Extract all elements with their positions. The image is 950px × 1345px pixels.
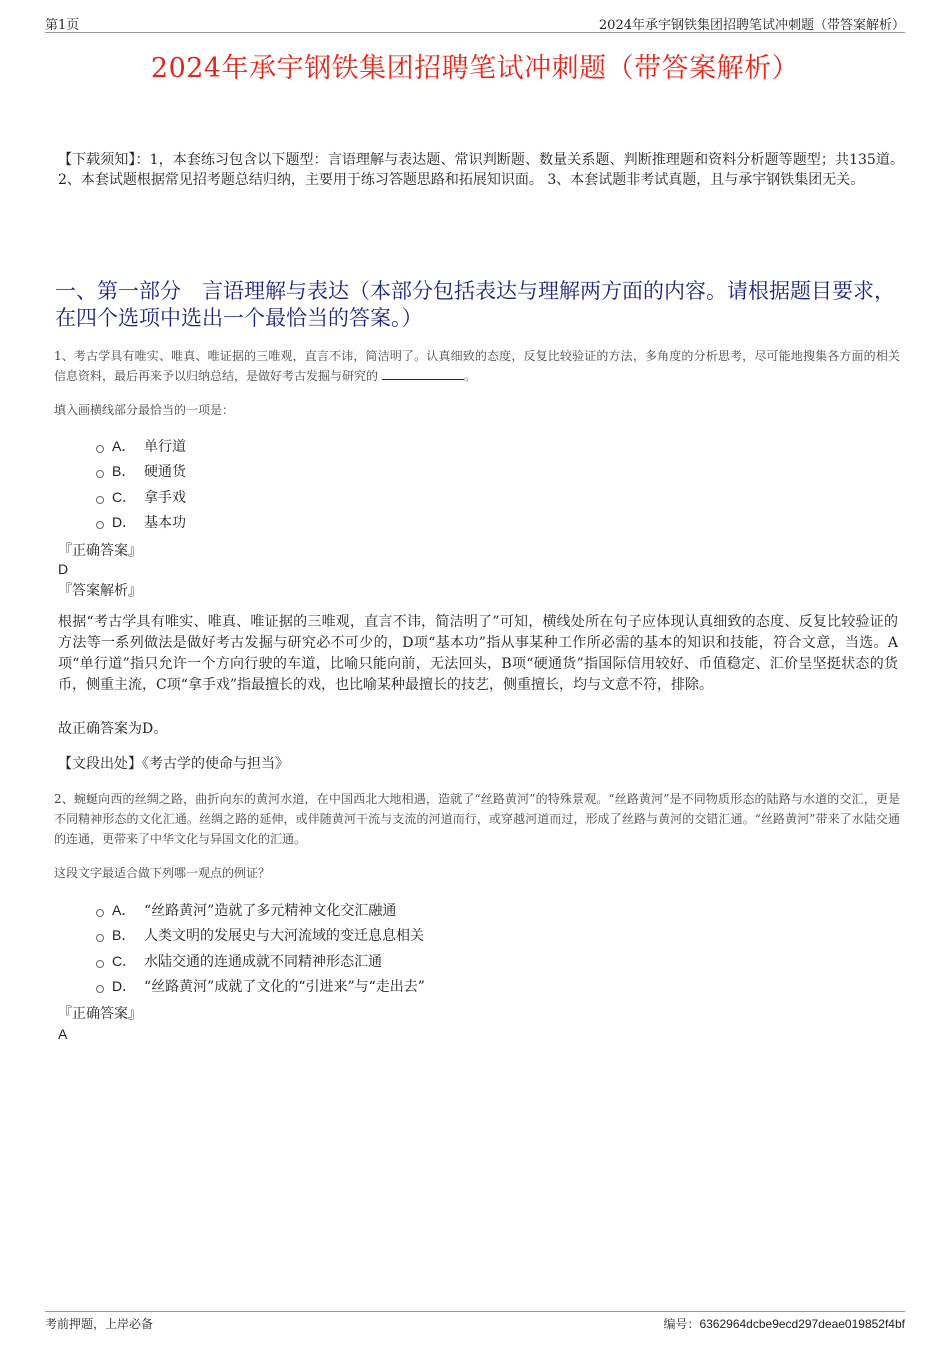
download-notice: 【下载须知】：1，本套练习包含以下题型：言语理解与表达题、常识判断题、数量关系题、判断推理题和资料分析题等题型；共135道。 2、本套试题根据常见招考题总结归纳，主要用于练习答题思路和拓展知识面。 3、本套试题非考试真题，且与承宇钢铁集团无关。 xyxy=(58,152,904,188)
correct-answer: A xyxy=(58,1026,68,1042)
option-a[interactable] xyxy=(96,897,425,923)
option-text: 人类文明的发展史与大河流域的变迁息息相关 xyxy=(144,928,424,945)
question-1-prompt: 填入画横线部分最恰当的一项是： xyxy=(54,403,235,417)
header-divider xyxy=(45,32,905,33)
radio-icon[interactable] xyxy=(96,960,104,968)
answer-analysis: 根据“考古学具有唯实、唯真、唯证据的三唯观，直言不讳，简洁明了”可知，横线处所在句子应体现认真细致的态度、反复比较验证的方法等一系列做法是做好考古发掘与研究必不可少的，D项“基本功”指从事某种工作所必需的基本的知识和技能，符合文意，当选。A项“单行道”指只允许一个方向行驶的车道，比喻只能向前，无法回头，B项“硬通货”指国际信用较好、币值稳定、汇价呈坚挺状态的货币，侧重主流，C项“拿手戏”指最擅长的戏，也比喻某种最擅长的技艺，侧重擅长，均与文意不符，排除。 xyxy=(58,614,898,693)
page-number: 第1页 xyxy=(45,18,80,33)
question-2-options xyxy=(96,897,425,999)
radio-icon[interactable] xyxy=(96,496,104,504)
option-text: “丝路黄河”造就了多元精神文化交汇融通 xyxy=(144,902,397,919)
radio-icon[interactable] xyxy=(96,445,104,453)
radio-icon[interactable] xyxy=(96,985,104,993)
fill-blank xyxy=(382,367,464,380)
source-citation: 【文段出处】《考古学的使命与担当》 xyxy=(58,756,289,772)
question-1-stem-text: 1、考古学具有唯实、唯真、唯证据的三唯观，直言不讳，简洁明了。认真细致的态度，反复比较验证的方法，多角度的分析思考，尽可能地搜集各方面的相关信息资料，最后再来予以归纳总结，是做好考古发掘与研究的 xyxy=(54,349,900,383)
radio-icon[interactable] xyxy=(96,934,104,942)
option-c[interactable] xyxy=(96,948,425,974)
option-letter: C． xyxy=(112,488,137,505)
analysis-label: 『答案解析』 xyxy=(58,583,142,599)
option-text: 基本功 xyxy=(144,515,186,532)
page-title: 2024年承宇钢铁集团招聘笔试冲刺题（带答案解析） xyxy=(150,53,800,84)
header-doc-title: 2024年承宇钢铁集团招聘笔试冲刺题（带答案解析） xyxy=(598,18,905,33)
question-1-stem xyxy=(54,346,900,386)
correct-answer: D xyxy=(58,561,69,577)
option-text: 硬通货 xyxy=(144,464,186,481)
option-b[interactable] xyxy=(96,923,425,949)
footer-slogan: 考前押题，上岸必备 xyxy=(45,1317,154,1331)
option-text: 单行道 xyxy=(144,438,186,455)
radio-icon[interactable] xyxy=(96,909,104,917)
option-c[interactable] xyxy=(96,484,186,510)
option-letter: B． xyxy=(112,927,136,944)
footer-divider xyxy=(45,1311,905,1312)
option-letter: A． xyxy=(112,437,136,454)
option-letter: B． xyxy=(112,463,136,480)
question-2-stem: 2、蜿蜒向西的丝绸之路，曲折向东的黄河水道，在中国西北大地相遇，造就了“丝路黄河”的特殊景观。“丝路黄河”是不同物质形态的陆路与水道的交汇，更是不同精神形态的文化汇通。丝绸之路的延伸，或伴随黄河干流与支流的河道而行，或穿越河道而过，形成了丝路与黄河的交错汇通。“丝路黄河”带来了水陆交通的连通，更带来了中华文化与异国文化的汇通。 xyxy=(54,792,900,846)
answer-conclusion: 故正确答案为D。 xyxy=(58,721,168,737)
option-text: “丝路黄河”成就了文化的“引进来”与“走出去” xyxy=(144,979,425,996)
section-heading: 一、第一部分 言语理解与表达（本部分包括表达与理解两方面的内容。请根据题目要求，在四个选项中选出一个最恰当的答案。） xyxy=(55,279,895,330)
question-1-options xyxy=(96,433,186,535)
question-2-prompt: 这段文字最适合做下列哪一观点的例证？ xyxy=(54,866,271,880)
option-letter: A． xyxy=(112,901,136,918)
option-text: 水陆交通的连通成就不同精神形态汇通 xyxy=(144,953,382,970)
option-text: 拿手戏 xyxy=(144,489,186,506)
option-a[interactable] xyxy=(96,433,186,459)
option-d[interactable] xyxy=(96,510,186,536)
option-b[interactable] xyxy=(96,459,186,485)
option-d[interactable] xyxy=(96,974,425,1000)
radio-icon[interactable] xyxy=(96,521,104,529)
radio-icon[interactable] xyxy=(96,470,104,478)
option-letter: D． xyxy=(112,514,137,531)
option-letter: D． xyxy=(112,978,137,995)
document-code: 编号：6362964dcbe9ecd297deae019852f4bf xyxy=(663,1317,905,1331)
correct-answer-label: 『正确答案』 xyxy=(58,1006,142,1022)
correct-answer-label: 『正确答案』 xyxy=(58,543,142,559)
option-letter: C． xyxy=(112,952,137,969)
question-1-stem-end: 。 xyxy=(464,369,477,383)
